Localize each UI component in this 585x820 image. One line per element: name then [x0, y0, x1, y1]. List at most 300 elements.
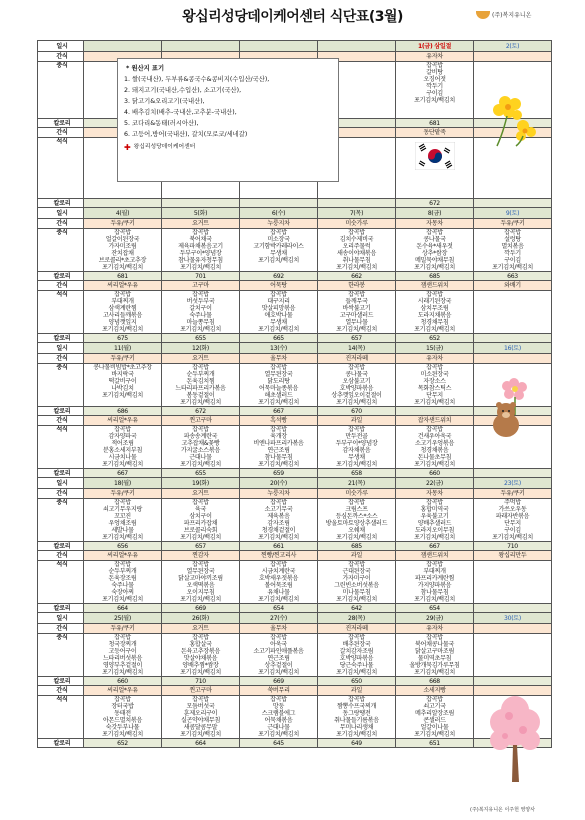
- kal-cell: 655: [162, 334, 240, 343]
- menu-item: 망둥: [272, 703, 285, 710]
- menu-item: 구이김: [426, 90, 443, 97]
- menu-item: 잡곡밥: [192, 364, 209, 371]
- menu-item: 잡곡밥: [426, 696, 443, 703]
- row-label: 칼로리: [38, 677, 84, 686]
- menu-item: 홍합살국: [189, 641, 212, 648]
- gan-cell: 과일: [318, 686, 396, 696]
- kal-row: [38, 469, 552, 478]
- menu-item: 애호박나물: [264, 312, 293, 319]
- menu-cell: [240, 229, 318, 272]
- row-label: 일시: [38, 41, 84, 52]
- menu-item: 오리주물럭: [342, 243, 371, 250]
- menu-item: 미소장국: [267, 236, 290, 243]
- menu-item: 고추잡채&꽃빵: [181, 440, 220, 447]
- kal-cell: [474, 677, 552, 686]
- row-label: 칼로리: [38, 334, 84, 343]
- menu-item: 포기김치/백김치: [102, 326, 143, 333]
- menu-item: 가자미구이: [342, 575, 371, 582]
- notice-item: 1. 쌀(국내산), 두부류&콩국수&콩비지(수입산/국산),: [124, 76, 270, 83]
- menu-item: 맛살피망볶음: [261, 305, 296, 312]
- gan-cell: 두유/쿠키: [474, 219, 552, 229]
- menu-cell: [84, 696, 162, 739]
- menu-cell: [162, 229, 240, 272]
- menu-item: 포기김치/백김치: [180, 399, 221, 406]
- menu-row: [38, 426, 552, 469]
- menu-item: 콩나물국: [423, 236, 446, 243]
- menu-row: [38, 364, 552, 407]
- row-label: 칼로리: [38, 739, 84, 748]
- gan-cell: 미숫가루: [318, 219, 396, 229]
- menu-item: 잡곡밥: [192, 634, 209, 641]
- menu-item: 영양부추겉절이: [102, 662, 143, 669]
- kal-cell: 681: [84, 272, 162, 281]
- menu-item: 포기김치/백김치: [336, 264, 377, 271]
- menu-item: 포기김치/백김치: [336, 596, 377, 603]
- menu-item: 양배추샐러드: [417, 520, 452, 527]
- kal-cell: [474, 199, 552, 208]
- menu-item: 포기김치/백김치: [180, 461, 221, 468]
- hdr-cell: 15(금): [396, 343, 474, 354]
- menu-item: 가지굴소스볶음: [180, 447, 221, 454]
- menu-item: 열무나물: [345, 319, 368, 326]
- menu-item: 잡곡밥: [426, 229, 443, 236]
- menu-item: 갈치감자조림: [339, 648, 374, 655]
- row-label: 간식: [38, 686, 84, 696]
- hdr-cell: 6(수): [240, 208, 318, 219]
- menu-item: 나박김치: [111, 385, 134, 392]
- menu-item: 갈비탕: [426, 69, 443, 76]
- menu-item: 잡곡밥: [348, 634, 365, 641]
- kal-cell: 681: [396, 119, 474, 128]
- menu-item: 파프리카계란찜: [414, 575, 455, 582]
- menu-item: 가쓰오우동: [498, 506, 527, 513]
- row-label: 간식: [38, 52, 84, 62]
- menu-item: 참나물무침: [420, 589, 449, 596]
- hdr-cell: 4(월): [84, 208, 162, 219]
- menu-item: 브로콜리숙회: [183, 527, 218, 534]
- hdr-cell: 25(월): [84, 613, 162, 624]
- row-label: 간식: [38, 624, 84, 634]
- menu-item: 갈치구이: [189, 305, 212, 312]
- footer-note: (주)복지유니온 이주헌 영양사: [470, 807, 536, 813]
- row-label: 석식: [38, 696, 84, 739]
- menu-item: 배추된장국: [342, 641, 371, 648]
- hdr-cell: 9(토): [474, 208, 552, 219]
- menu-item: 잡곡밥: [270, 634, 287, 641]
- row-label: 칼로리: [38, 542, 84, 551]
- menu-item: 북어채국: [189, 236, 212, 243]
- menu-item: 포기김치/백김치: [102, 596, 143, 603]
- kal-cell: 656: [84, 542, 162, 551]
- gan-cell: 요거트: [162, 219, 240, 229]
- menu-item: 잡곡밥: [270, 561, 287, 568]
- korean-flag-icon: [415, 142, 455, 170]
- menu-item: 새송이야채볶음: [336, 250, 377, 257]
- menu-item: 포기김치/백김치: [180, 534, 221, 541]
- menu-item: 오색떡볶음: [186, 582, 215, 589]
- menu-item: 소고기무국: [264, 506, 293, 513]
- menu-item: 제육파채볶음고기: [178, 243, 223, 250]
- menu-item: 잡곡밥: [114, 696, 131, 703]
- menu-item: 포기김치/백김치: [258, 534, 299, 541]
- menu-item: 숙장아찌: [111, 589, 134, 596]
- row-label: 간식: [38, 219, 84, 229]
- menu-row: [38, 634, 552, 677]
- gan-cell: 누룽지차: [240, 489, 318, 499]
- menu-item: 호박새우젓볶음: [258, 575, 299, 582]
- menu-cell: [162, 426, 240, 469]
- kal-cell: 654: [240, 604, 318, 613]
- menu-item: 돈수육*새우젓: [416, 243, 453, 250]
- row-label: 일시: [38, 478, 84, 489]
- menu-item: 제육볶음: [267, 513, 290, 520]
- kal-cell: 654: [396, 604, 474, 613]
- notice-item: 4. 배추김치(배추-국내산,고추분-국내산),: [124, 109, 237, 116]
- menu-item: 시금치나물: [108, 454, 137, 461]
- bear-flower-icon: [484, 375, 544, 445]
- gan-row: [38, 489, 552, 499]
- kal-cell: 670: [318, 407, 396, 416]
- gan-cell: 누룽지차: [240, 219, 318, 229]
- menu-item: 육국: [194, 506, 207, 513]
- menu-item: 오징어젓: [423, 76, 446, 83]
- row-label: 간식: [38, 489, 84, 499]
- gan-cell: 유자차: [396, 354, 474, 364]
- kal-cell: 657: [162, 542, 240, 551]
- notice-item: 6. 고등어,방어(국내산), 갈치(모로코/세네갈): [124, 131, 248, 138]
- menu-item: 포기김치/백김치: [336, 731, 377, 738]
- menu-item: 그린빈소버섯볶음: [334, 582, 379, 589]
- gan-cell: 어묵탕: [240, 281, 318, 291]
- menu-item: 근대나물: [267, 724, 290, 731]
- menu-cell: [84, 561, 162, 604]
- menu-item: 등심돈까스*소스: [335, 513, 378, 520]
- menu-item: 무생채: [348, 454, 365, 461]
- menu-item: 잡곡밥: [114, 634, 131, 641]
- menu-item: 깍두기: [504, 250, 521, 257]
- kal-cell: 658: [318, 469, 396, 478]
- gan-cell: 요거트: [162, 354, 240, 364]
- gan-row: [38, 281, 552, 291]
- gan-cell: 율무차: [240, 624, 318, 634]
- row-label: 간식: [38, 354, 84, 364]
- hdr-cell: 11(월): [84, 343, 162, 354]
- menu-item: 봄동겉절이: [186, 392, 215, 399]
- hdr-cell: [318, 41, 396, 52]
- menu-item: 포기김치/백김치: [258, 257, 299, 264]
- hdr-cell: 21(목): [318, 478, 396, 489]
- hdr-cell: [162, 41, 240, 52]
- kal-cell: 665: [240, 334, 318, 343]
- menu-item: 닭도리탕: [267, 378, 290, 385]
- menu-cell: [240, 291, 318, 334]
- gan-cell: 고구마: [162, 281, 240, 291]
- menu-item: 유채나물: [267, 589, 290, 596]
- hdr-cell: 5(화): [162, 208, 240, 219]
- menu-item: 방울토마토양상추샐러드: [325, 520, 388, 527]
- menu-item: 시금치계란국: [261, 568, 296, 575]
- menu-item: 오쉐채: [348, 527, 365, 534]
- kal-cell: 642: [318, 604, 396, 613]
- menu-cell: [396, 561, 474, 604]
- menu-item: 근대나물: [189, 454, 212, 461]
- kal-cell: 659: [240, 469, 318, 478]
- menu-cell: [84, 499, 162, 542]
- menu-item: 대구지리: [267, 298, 290, 305]
- gan-cell: 씨리얼*우유: [84, 686, 162, 696]
- menu-item: 건새우아욱국: [417, 433, 452, 440]
- row-label: 일시: [38, 343, 84, 354]
- gan-cell: [474, 624, 552, 634]
- menu-cell: [84, 634, 162, 677]
- menu-item: 콩나물비빔밥*초고추장: [93, 364, 152, 371]
- menu-item: 연근조림: [267, 447, 290, 454]
- menu-item: 단무지: [504, 520, 521, 527]
- menu-item: 상추*쌈장: [421, 250, 448, 257]
- menu-item: 청국장찌개: [108, 641, 137, 648]
- menu-item: 홍합미역국: [420, 506, 449, 513]
- menu-item: 콘샐러드: [423, 717, 446, 724]
- menu-item: 포기김치/백김치: [180, 596, 221, 603]
- gan-cell: 소세지빵: [396, 686, 474, 696]
- menu-row: [38, 561, 552, 604]
- menu-item: 포기김치/백김치: [258, 596, 299, 603]
- hdr-row: [38, 208, 552, 219]
- menu-item: 메추리알장조림: [414, 710, 455, 717]
- menu-item: 삼색계란찜: [108, 305, 137, 312]
- menu-item: 돈육김치찜: [186, 378, 215, 385]
- gan-cell: [474, 52, 552, 62]
- menu-item: 잡곡밥: [426, 499, 443, 506]
- menu-item: 고등어구이: [108, 648, 137, 655]
- kal-cell: [318, 199, 396, 208]
- kal-cell: 655: [162, 469, 240, 478]
- menu-item: 잡곡밥: [348, 561, 365, 568]
- menu-item: 잡곡밥: [192, 426, 209, 433]
- hdr-row: [38, 478, 552, 489]
- menu-item: 오이지무침: [186, 589, 215, 596]
- gan-cell: 씨리얼*우유: [84, 416, 162, 426]
- kal-cell: 650: [318, 677, 396, 686]
- menu-item: 버섯두부국: [186, 298, 215, 305]
- kal-cell: 661: [240, 542, 318, 551]
- menu-cell: [318, 229, 396, 272]
- menu-item: 무생채: [270, 319, 287, 326]
- menu-item: 미나물무침: [342, 589, 371, 596]
- menu-item: 잡곡밥: [504, 229, 521, 236]
- kal-cell: [162, 199, 240, 208]
- menu-cell: [84, 229, 162, 272]
- row-label: 간식: [38, 551, 84, 561]
- menu-item: 감자조림: [267, 520, 290, 527]
- menu-item: 잡곡밥: [270, 426, 287, 433]
- cross-icon: ✚: [124, 143, 131, 152]
- hdr-cell: 8(금): [396, 208, 474, 219]
- menu-item: 삼치무조림: [420, 305, 449, 312]
- hdr-cell: 2(토): [474, 41, 552, 52]
- kal-cell: 668: [396, 677, 474, 686]
- menu-item: 소고기파인애플볶음: [253, 648, 304, 655]
- menu-item: 당근숙주나물: [339, 662, 374, 669]
- menu-item: 어묵마늘종볶음: [258, 385, 299, 392]
- menu-item: 청경채무침: [420, 319, 449, 326]
- gan-cell: 진저라떼: [318, 354, 396, 364]
- menu-cell: [84, 364, 162, 407]
- menu-item: 잡곡밥: [348, 426, 365, 433]
- kal-cell: 652: [396, 334, 474, 343]
- kal-cell: 660: [84, 677, 162, 686]
- menu-item: 브로콜리*초고추장: [98, 257, 147, 264]
- gan-cell: 잡자샌드위치: [396, 416, 474, 426]
- kal-cell: 672: [162, 407, 240, 416]
- menu-item: 고사리들깨볶음: [102, 312, 143, 319]
- gan-cell: 잼샌드위치: [396, 281, 474, 291]
- gan-cell: 쑥버무리: [240, 686, 318, 696]
- hdr-cell: 20(수): [240, 478, 318, 489]
- gan-cell: 동단팥죽: [396, 128, 474, 138]
- menu-cell: [240, 499, 318, 542]
- menu-item: 가지양파볶음: [417, 582, 452, 589]
- menu-item: 잡곡밥: [114, 499, 131, 506]
- gan-cell: 요거트: [162, 489, 240, 499]
- menu-item: 주먹밥: [504, 499, 521, 506]
- menu-item: 부대찌개: [111, 298, 134, 305]
- menu-item: 미소된장국: [420, 371, 449, 378]
- menu-item: 콩나물국: [345, 371, 368, 378]
- kal-cell: 669: [240, 677, 318, 686]
- menu-item: 근대된장국: [342, 568, 371, 575]
- hdr-cell: 1(금) 삼일절: [396, 41, 474, 52]
- menu-item: 포기김치/백김치: [102, 669, 143, 676]
- menu-item: 잡곡밥: [270, 696, 287, 703]
- menu-item: 포기김치/백김치: [180, 326, 221, 333]
- menu-item: 포기김치/백김치: [414, 669, 455, 676]
- hdr-row: [38, 343, 552, 354]
- menu-item: 얼갈이된장국: [105, 236, 140, 243]
- menu-item: 돈육장조림: [108, 575, 137, 582]
- menu-item: 취나물들기름볶음: [334, 717, 379, 724]
- menu-item: 포기김치/백김치: [414, 534, 455, 541]
- gan-row: [38, 551, 552, 561]
- menu-item: 적어조림: [111, 440, 134, 447]
- kal-cell: 685: [396, 272, 474, 281]
- menu-item: 비엔나파프리카볶음: [253, 440, 304, 447]
- page-title: 왕십리성당데이케어센터 식단표(3월): [182, 9, 403, 25]
- hdr-cell: [84, 41, 162, 52]
- yellow-flower-icon: [483, 88, 538, 148]
- menu-item: 장터국밥: [111, 703, 134, 710]
- menu-item: 우육불고기: [420, 513, 449, 520]
- notice-item: 5. 코다리&동태(러시아산),: [124, 120, 199, 127]
- menu-item: 잡곡밥: [348, 696, 365, 703]
- menu-cell: [84, 426, 162, 469]
- menu-cell: [162, 291, 240, 334]
- row-label: 칼로리: [38, 119, 84, 128]
- menu-item: 아욱국: [270, 641, 287, 648]
- menu-item: 우엉채조림: [108, 520, 137, 527]
- kal-cell: 660: [396, 469, 474, 478]
- menu-item: 포기김치/백김치: [336, 669, 377, 676]
- menu-item: 느타리버섯볶음: [102, 655, 143, 662]
- menu-item: 목화참스틱스: [417, 385, 452, 392]
- menu-item: 짬뽕수프국찌개: [336, 703, 377, 710]
- menu-item: 잔치잡채: [111, 250, 134, 257]
- menu-item: 포기김치/백김치: [102, 534, 143, 541]
- menu-item: 포기김치/백김치: [258, 326, 299, 333]
- menu-item: 취나물무침: [342, 257, 371, 264]
- menu-cell: [396, 426, 474, 469]
- gan-cell: 두유/쿠키: [474, 489, 552, 499]
- menu-item: 포기김치/백김치: [414, 264, 455, 271]
- kal-row: [38, 407, 552, 416]
- kal-row: [38, 334, 552, 343]
- menu-item: 가자미조림: [108, 243, 137, 250]
- menu-item: 꼬꼬진: [114, 513, 131, 520]
- menu-item: 고기함박카레라이스: [253, 243, 304, 250]
- menu-item: 구이김: [504, 257, 521, 264]
- menu-item: 잡곡밥: [426, 364, 443, 371]
- menu-item: 느타리파프리카볶음: [175, 385, 226, 392]
- kal-cell: 667: [84, 469, 162, 478]
- gan-cell: 찐감자: [162, 551, 240, 561]
- menu-item: 포기김치/백김치: [492, 264, 533, 271]
- menu-item: 잡곡밥: [426, 634, 443, 641]
- hdr-cell: 22(금): [396, 478, 474, 489]
- menu-item: 멸치볶음: [501, 243, 524, 250]
- gan-row: [38, 416, 552, 426]
- menu-item: 훈제오리구이: [183, 710, 218, 717]
- hdr-cell: 29(금): [396, 613, 474, 624]
- menu-item: 포기김치/백김치: [102, 461, 143, 468]
- origin-notice: [117, 58, 339, 182]
- menu-item: 새콤달콤무말: [183, 724, 218, 731]
- menu-item: 호박양파볶음: [339, 655, 374, 662]
- menu-item: 동태전: [114, 710, 131, 717]
- menu-item: 파프리카잡채: [183, 520, 218, 527]
- menu-item: 아몬드멸치볶음: [102, 717, 143, 724]
- menu-cell: [318, 696, 396, 739]
- row-label: 석식: [38, 291, 84, 334]
- menu-item: 김치수제비국: [339, 236, 374, 243]
- kal-row: [38, 199, 552, 208]
- hdr-cell: 18(월): [84, 478, 162, 489]
- gan-cell: 두유/쿠키: [84, 624, 162, 634]
- menu-item: 잡곡밥: [348, 229, 365, 236]
- menu-cell: [240, 364, 318, 407]
- menu-item: 순두부찌개: [186, 371, 215, 378]
- menu-cell: [474, 291, 552, 334]
- row-label: 칼로리: [38, 469, 84, 478]
- gan-row: [38, 219, 552, 229]
- menu-item: 참나물유자청무침: [178, 257, 223, 264]
- menu-item: 포기김치/백김치: [414, 97, 455, 104]
- menu-item: 스크램블에그: [261, 710, 296, 717]
- menu-item: 포기김치/백김치: [414, 596, 455, 603]
- row-label: 간식: [38, 416, 84, 426]
- menu-item: 잡곡밥: [270, 499, 287, 506]
- menu-item: 떡갈비구이: [108, 378, 137, 385]
- kal-cell: 645: [240, 739, 318, 748]
- kal-cell: 664: [84, 604, 162, 613]
- kal-cell: 686: [84, 407, 162, 416]
- kal-row: [38, 542, 552, 551]
- menu-item: 고구마샐러드: [339, 312, 374, 319]
- menu-item: 감자채볶음: [342, 447, 371, 454]
- kal-cell: [240, 199, 318, 208]
- menu-item: 바지락국: [111, 371, 134, 378]
- menu-cell: [396, 62, 474, 119]
- menu-item: 쇠고기무우지랑: [102, 506, 143, 513]
